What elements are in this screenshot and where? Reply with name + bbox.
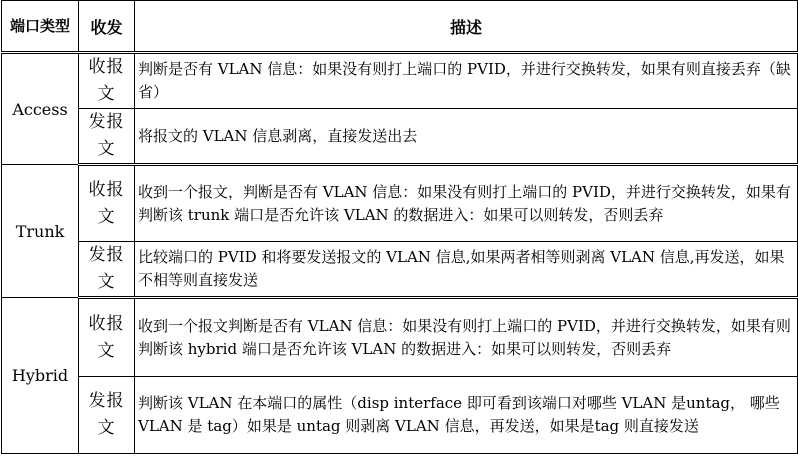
trunk-receive-desc: 收到一个报文，判断是否有 VLAN 信息：如果没有则打上端口的 PVID，并进行交换转发，如果有判断该 trunk 端口是否允许该 VLAN 的数据进入：如果可以则转发，否则丢弃: [135, 165, 798, 242]
table-row: [2, 165, 798, 242]
port-type-trunk: Trunk: [2, 165, 79, 298]
hybrid-send-desc: 判断该 VLAN 在本端口的属性（disp interface 即可看到该端口对哪些 VLAN 是untag， 哪些 VLAN 是 tag）如果是 untag 则剥离 VLAN 信息，再发送，如果是tag 则直接发送: [135, 377, 798, 454]
direction-label: 发报文: [88, 112, 125, 159]
table-row: [2, 377, 798, 454]
direction-label: 收报文: [88, 179, 125, 227]
direction-receive: [79, 298, 135, 377]
access-receive-desc: 判断是否有 VLAN 信息：如果没有则打上端口的 PVID，并进行交换转发，如果有则直接丢弃（缺省）: [135, 53, 798, 109]
header-direction: 收发: [79, 1, 135, 53]
port-type-table: [1, 0, 798, 454]
table-row: [2, 109, 798, 165]
direction-label: 收报文: [88, 57, 125, 104]
access-send-desc: 将报文的 VLAN 信息剥离，直接发送出去: [135, 109, 798, 165]
port-type-hybrid: Hybrid: [2, 298, 79, 454]
header-port-type: 端口类型: [2, 1, 79, 53]
direction-label: 发报文: [88, 245, 125, 292]
direction-send: [79, 377, 135, 454]
direction-send: [79, 109, 135, 165]
table-row: [2, 242, 798, 298]
trunk-send-desc: 比较端口的 PVID 和将要发送报文的 VLAN 信息,如果两者相等则剥离 VLAN 信息,再发送，如果不相等则直接发送: [135, 242, 798, 298]
header-description: 描述: [135, 1, 798, 53]
table-row: [2, 53, 798, 109]
hybrid-receive-desc: 收到一个报文判断是否有 VLAN 信息：如果没有则打上端口的 PVID，并进行交换转发，如果有则判断该 hybrid 端口是否允许该 VLAN 的数据进入：如果可以则转发，否则丢弃: [135, 298, 798, 377]
table-row: [2, 298, 798, 377]
direction-send: [79, 242, 135, 298]
header-row: [2, 1, 798, 53]
port-type-access: Access: [2, 53, 79, 165]
direction-label: 收报文: [88, 313, 125, 361]
direction-label: 发报文: [88, 391, 125, 438]
direction-receive: [79, 165, 135, 242]
direction-receive: [79, 53, 135, 109]
